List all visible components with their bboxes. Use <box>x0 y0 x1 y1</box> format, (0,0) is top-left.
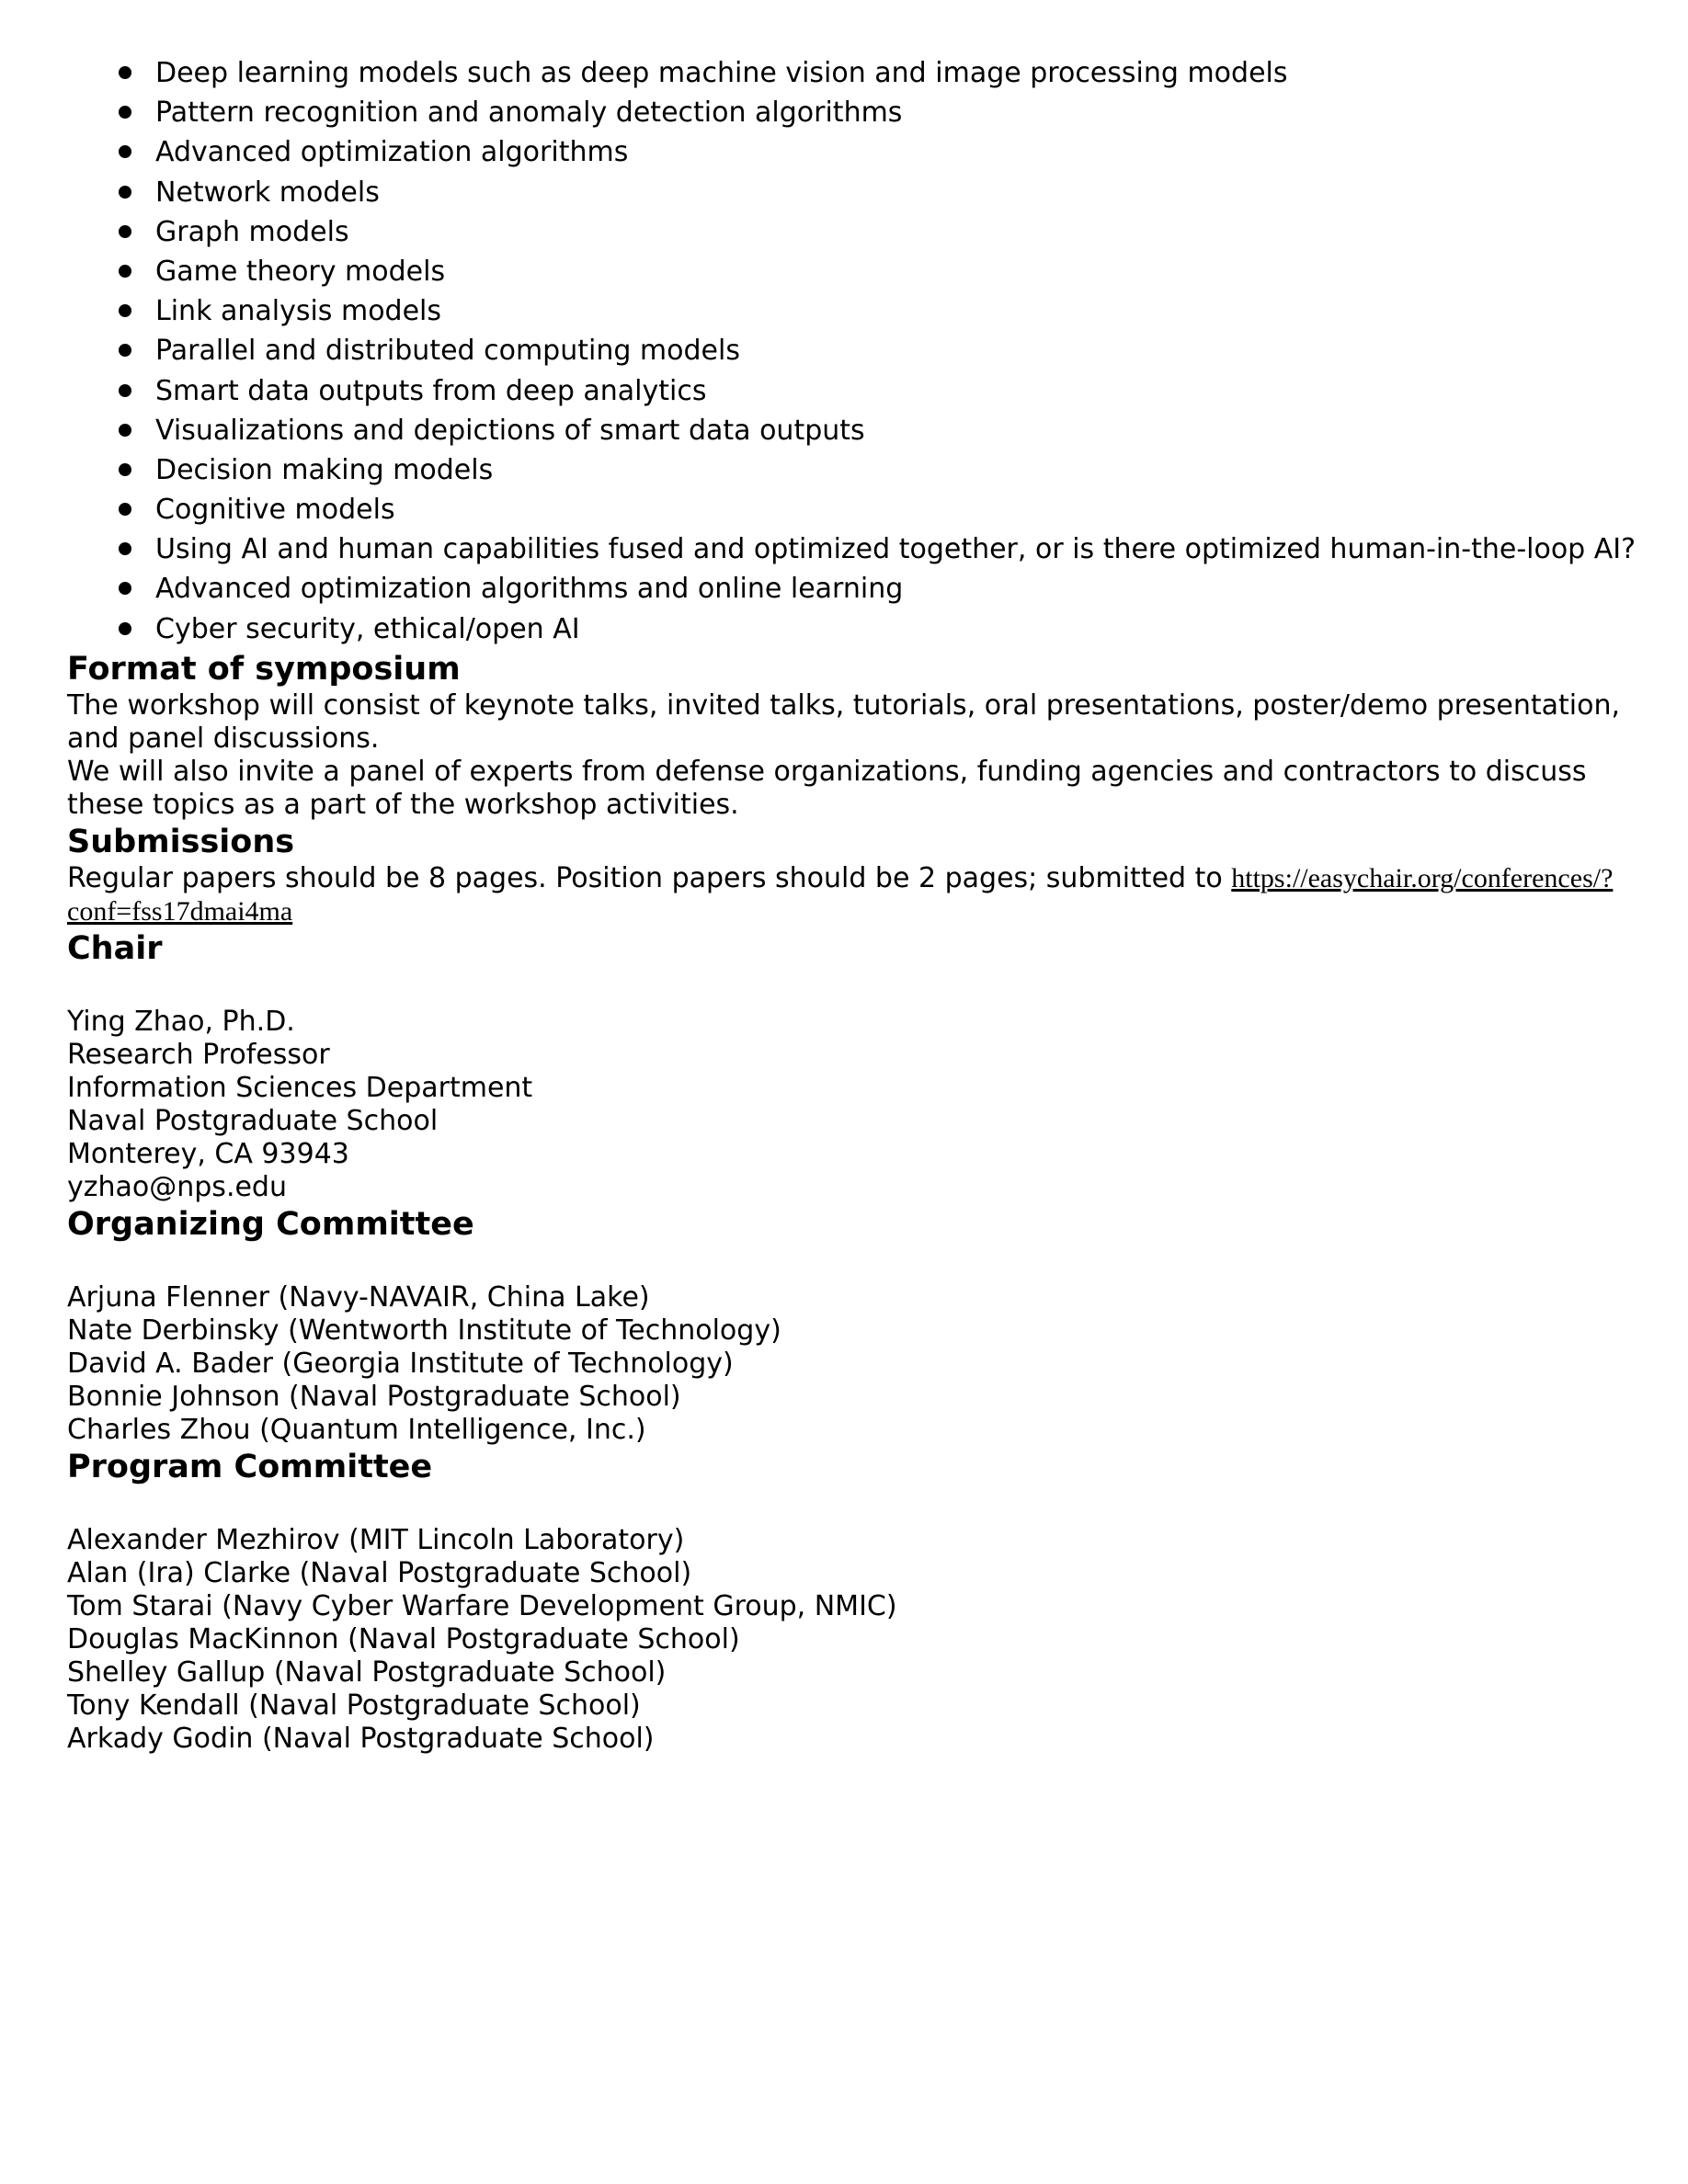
chair-department: Information Sciences Department <box>67 1071 533 1104</box>
chair-title: Research Professor <box>67 1038 330 1071</box>
topic-item: Advanced optimization algorithms and online learning <box>67 569 1621 609</box>
topic-item: Advanced optimization algorithms <box>67 132 1621 172</box>
submissions-paragraph <box>67 862 1621 928</box>
topic-item: Pattern recognition and anomaly detection algorithms <box>67 93 1621 132</box>
topic-item: Network models <box>67 173 1621 212</box>
committee-member: Arkady Godin (Naval Postgraduate School) <box>67 1722 655 1755</box>
organizing-committee-heading: Organizing Committee <box>67 1205 474 1243</box>
committee-member: Arjuna Flenner (Navy-NAVAIR, China Lake) <box>67 1280 650 1314</box>
topic-item: Visualizations and depictions of smart data outputs <box>67 411 1621 450</box>
committee-member: Douglas MacKinnon (Naval Postgraduate School) <box>67 1622 740 1655</box>
submissions-heading: Submissions <box>67 823 295 860</box>
format-paragraph-2: We will also invite a panel of experts from defense organizations, funding agencies and contractors to discuss these topics as a part of the workshop activities. <box>67 755 1587 821</box>
topic-item: Parallel and distributed computing models <box>67 331 1621 370</box>
topic-item: Decision making models <box>67 450 1621 490</box>
committee-member: Charles Zhou (Quantum Intelligence, Inc.) <box>67 1413 646 1446</box>
topic-item: Cognitive models <box>67 490 1621 529</box>
topic-item: Graph models <box>67 212 1621 252</box>
chair-name: Ying Zhao, Ph.D. <box>67 1005 295 1038</box>
topic-item: Game theory models <box>67 252 1621 291</box>
program-committee-list <box>67 1524 1621 1756</box>
organizing-committee-section <box>67 1204 1621 1447</box>
submissions-text: Regular papers should be 8 pages. Position papers should be 2 pages; submitted to <box>67 861 1223 894</box>
format-paragraph-1: The workshop will consist of keynote talks, invited talks, tutorials, oral presentations, poster/demo presentation, and panel discussions. <box>67 688 1621 755</box>
topic-item: Deep learning models such as deep machine vision and image processing models <box>67 53 1621 93</box>
committee-member: Bonnie Johnson (Naval Postgraduate School) <box>67 1380 681 1413</box>
submission-link[interactable]: https://easychair.org/conferences/?conf=fss17dmai4ma <box>67 862 1614 927</box>
committee-member: Tony Kendall (Naval Postgraduate School) <box>67 1689 641 1722</box>
chair-details <box>67 1006 1621 1204</box>
topic-item: Using AI and human capabilities fused and optimized together, or is there optimized human-in-the-loop AI? <box>67 529 1621 569</box>
topic-item: Link analysis models <box>67 291 1621 331</box>
topic-item: Smart data outputs from deep analytics <box>67 371 1621 411</box>
document-page <box>67 53 1637 1756</box>
topic-item: Cyber security, ethical/open AI <box>67 609 1621 649</box>
format-heading: Format of symposium <box>67 650 461 688</box>
program-committee-heading: Program Committee <box>67 1448 433 1485</box>
organizing-committee-list <box>67 1281 1621 1447</box>
topics-list <box>67 53 1637 649</box>
submissions-section <box>67 822 1621 928</box>
committee-member: Nate Derbinsky (Wentworth Institute of Technology) <box>67 1314 781 1347</box>
chair-section <box>67 928 1621 1204</box>
chair-heading: Chair <box>67 929 163 967</box>
format-section <box>67 649 1621 822</box>
committee-member: Shelley Gallup (Naval Postgraduate School) <box>67 1655 667 1689</box>
chair-location: Monterey, CA 93943 <box>67 1137 349 1170</box>
committee-member: Alan (Ira) Clarke (Naval Postgraduate School) <box>67 1556 692 1589</box>
chair-institution: Naval Postgraduate School <box>67 1104 439 1137</box>
chair-email: yzhao@nps.edu <box>67 1170 287 1203</box>
committee-member: David A. Bader (Georgia Institute of Technology) <box>67 1347 734 1380</box>
program-committee-section <box>67 1447 1621 1756</box>
committee-member: Alexander Mezhirov (MIT Lincoln Laboratory) <box>67 1523 685 1556</box>
committee-member: Tom Starai (Navy Cyber Warfare Development Group, NMIC) <box>67 1589 897 1622</box>
